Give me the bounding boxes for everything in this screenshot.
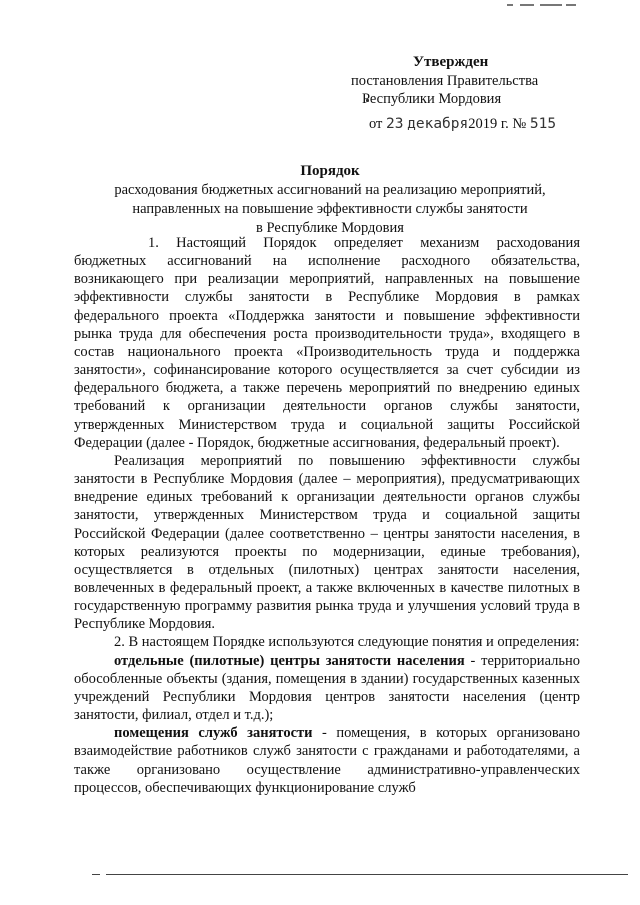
- scan-artifact-bottom-line: [92, 874, 628, 875]
- date-month: декабря: [407, 116, 469, 132]
- approval-issuer: постановления Правительства: [351, 73, 539, 89]
- document-title: [80, 162, 580, 238]
- term-employment-premises: помещения служб занятости: [114, 725, 313, 742]
- date-prefix: от: [369, 116, 383, 132]
- term-pilot-centers: отдельные (пилотные) центры занятости населения: [114, 652, 465, 669]
- paragraph-1: 1. Настоящий Порядок определяет механизм расходования бюджетных ассигнований на исполнение расходного обязательства, возникающего при реализации мероприятий, направленных на повышение эффективности службы занятости в Республике Мордовия в рамках федерального проекта «Поддержка занятости и повышение эффективности рынка труда для обеспечения роста производительности труда», входящего в состав национального проекта «Производительность труда и поддержка занятости», софинансирование которого осуществляется за счет субсидии из федерального бюджета, а также перечень мероприятий по внедрению единых требований к организации деятельности органов службы занятости, утвержденных Министерством труда и социальной защиты Российской Федерации (далее - Порядок, бюджетные ассигнования, федеральный проект).: [74, 235, 580, 451]
- title-line-1: расходования бюджетных ассигнований на реализацию мероприятий,: [114, 182, 546, 198]
- definition-pilot-centers: - территориально обособленные объекты (здания, помещения в здании) государственных казенных учреждений Республики Мордовия центров занятости населения (центр занятости, филиал, отдел и т.д.);: [74, 652, 580, 724]
- decree-number: 515: [529, 116, 557, 132]
- definition-employment-premises: - помещения, в которых организовано взаимодействие работников служб занятости с гражданами и работодателями, а также организовано осуществление административно-управленческих процессов, обеспечивающих функционирование служб: [74, 725, 580, 796]
- paragraph-4: [74, 652, 580, 725]
- approval-region: Республики Мордовия: [362, 91, 502, 107]
- paragraph-3: 2. В настоящем Порядке используются следующие понятия и определения:: [114, 634, 580, 651]
- paragraph-2: Реализация мероприятий по повышению эффективности службы занятости в Республике Мордовия (далее – мероприятия), предусматривающих внедрение единых требований к организации деятельности органов службы занятости, утвержденных Министерством труда и социальной защиты Российской Федерации (далее соответственно – центры занятости населения, в которых реализуются проекты по модернизации, единые требования), осуществляется в отдельных (пилотных) центрах занятости населения, вовлеченных в федеральный проект, а также включенных в качестве пилотных в государственную программу развития рынка труда и улучшения условий труда в Республике Мордовия.: [74, 452, 580, 633]
- paragraph-5: [74, 724, 580, 797]
- approval-heading: Утвержден: [413, 54, 489, 70]
- date-year: 2019 г. №: [468, 116, 527, 132]
- title-line-3: в Республике Мордовия: [256, 220, 404, 236]
- document-body: [74, 234, 580, 797]
- approval-date: [369, 116, 556, 133]
- scan-artifact-top: [0, 0, 640, 10]
- title-line-2: направленных на повышение эффективности службы занятости: [132, 201, 528, 217]
- title-main: Порядок: [300, 163, 360, 179]
- date-day: 23: [386, 116, 404, 132]
